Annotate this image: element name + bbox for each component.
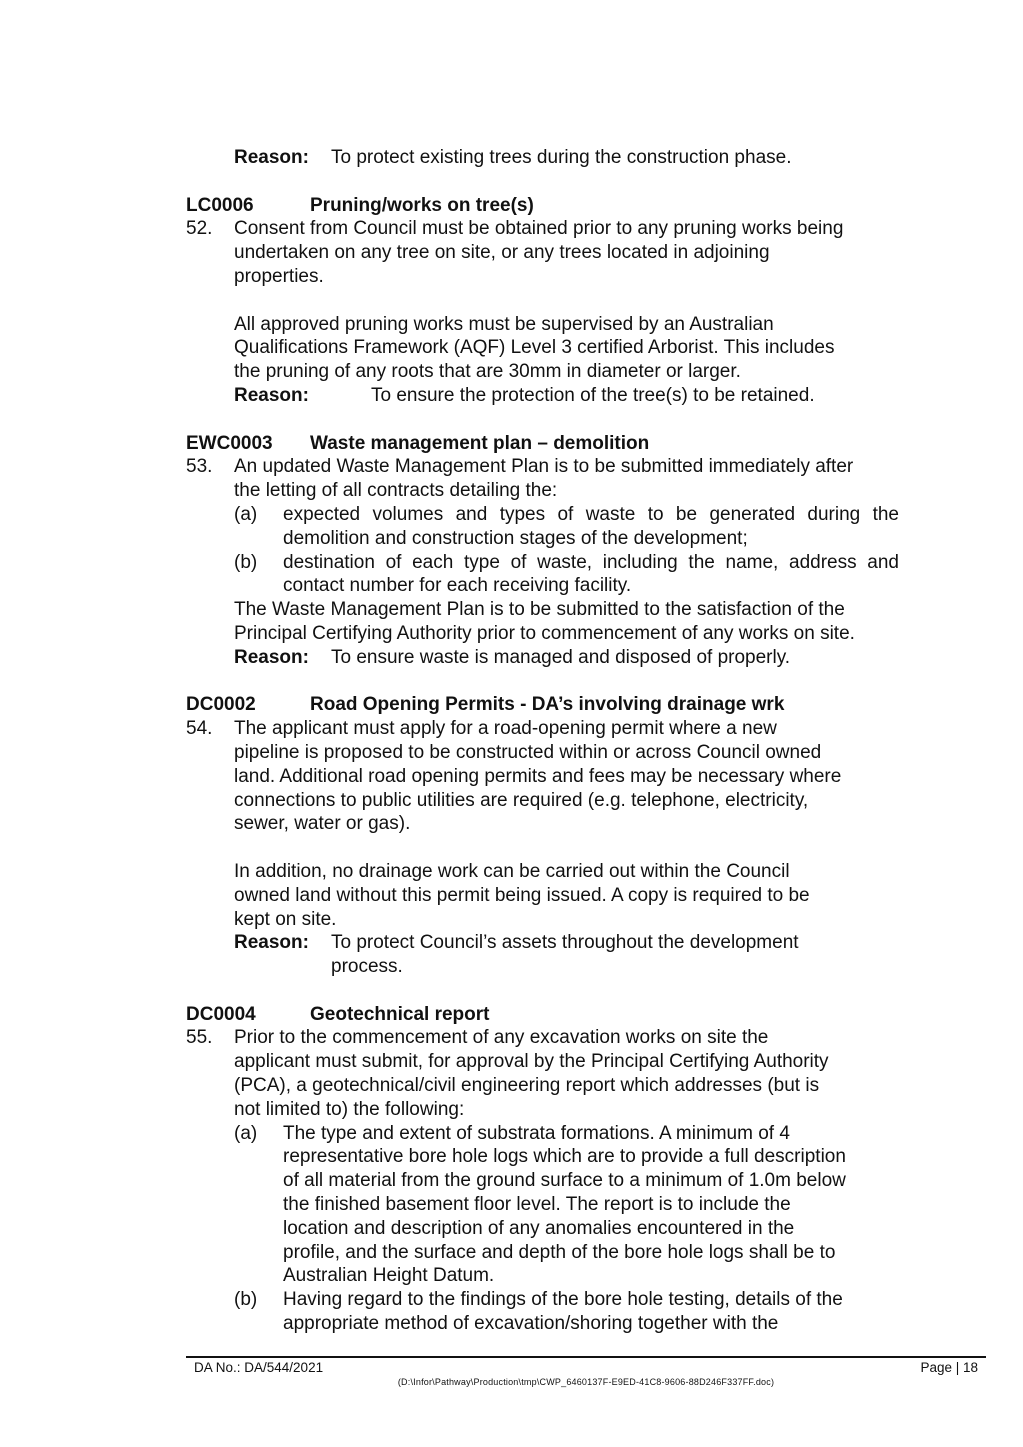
list-item-line: the finished basement floor level. The report is to include the: [283, 1194, 791, 1216]
list-item: [186, 1122, 906, 1146]
condition-line: [186, 1026, 906, 1050]
list-item-label: (a): [234, 503, 258, 525]
condition-number: 52.: [186, 218, 213, 240]
condition-text: Prior to the commencement of any excavation works on site the: [234, 1027, 769, 1049]
condition-code: LC0006: [186, 194, 254, 216]
condition-number: 55.: [186, 1027, 213, 1049]
condition-code: EWC0003: [186, 432, 273, 454]
condition-text: Consent from Council must be obtained prior to any pruning works being: [234, 218, 844, 240]
condition-line: [186, 217, 906, 241]
reason-text: To protect existing trees during the construction phase.: [331, 147, 792, 168]
condition-line: Qualifications Framework (AQF) Level 3 certified Arborist. This includes: [234, 337, 835, 359]
file-path: (D:\Infor\Pathway\Production\tmp\CWP_6460137F-E9ED-41C8-9606-88D246F337FF.doc): [397, 1377, 775, 1387]
condition-number: 53.: [186, 456, 213, 478]
list-item-line: appropriate method of excavation/shoring together with the: [283, 1313, 779, 1335]
reason-text: To ensure the protection of the tree(s) to be retained.: [371, 384, 815, 406]
reason-label: Reason:: [234, 646, 309, 668]
condition-heading-dc0004: [186, 1003, 906, 1027]
condition-line: All approved pruning works must be supervised by an Australian: [234, 313, 774, 335]
condition-line: (PCA), a geotechnical/civil engineering report which addresses (but is: [234, 1075, 820, 1097]
condition-line: applicant must submit, for approval by the Principal Certifying Authority: [234, 1051, 829, 1073]
condition-code: DC0002: [186, 694, 256, 716]
list-item-line: representative bore hole logs which are to provide a full description: [283, 1146, 846, 1168]
condition-line: The Waste Management Plan is to be submitted to the satisfaction of the: [234, 599, 845, 621]
condition-line: pipeline is proposed to be constructed within or across Council owned: [234, 741, 822, 763]
list-item-line: of all material from the ground surface to a minimum of 1.0m below: [283, 1170, 846, 1192]
reason-text: To protect Council’s assets throughout the development: [331, 932, 799, 954]
condition-title: Waste management plan – demolition: [310, 432, 650, 454]
list-item-label: (a): [234, 1122, 258, 1144]
list-item-text: destination of each type of waste, including the name, address and contact number for each receiving facility.: [283, 551, 899, 597]
list-item-label: (b): [234, 551, 258, 573]
condition-line: connections to public utilities are required (e.g. telephone, electricity,: [234, 789, 809, 811]
condition-title: Geotechnical report: [310, 1003, 490, 1025]
reason-label: Reason:: [234, 147, 309, 168]
list-item-line: profile, and the surface and depth of the bore hole logs shall be to: [283, 1241, 836, 1263]
document-body: [186, 146, 906, 1336]
reason-line: [186, 931, 906, 955]
page-footer: [186, 1356, 986, 1387]
reason-label: Reason:: [234, 932, 309, 954]
condition-line: land. Additional road opening permits and fees may be necessary where: [234, 765, 842, 787]
condition-heading-lc0006: [186, 194, 906, 218]
condition-line: undertaken on any tree on site, or any trees located in adjoining: [234, 242, 770, 264]
list-item-label: (b): [234, 1289, 258, 1311]
condition-line: the letting of all contracts detailing the:: [234, 480, 558, 502]
list-item-line: Australian Height Datum.: [283, 1265, 495, 1287]
condition-heading-ewc0003: [186, 432, 906, 456]
condition-text: An updated Waste Management Plan is to be submitted immediately after: [234, 456, 854, 478]
condition-heading-dc0002: [186, 693, 906, 717]
list-item-text: expected volumes and types of waste to be generated during the demolition and construction stages of the development;: [283, 503, 899, 549]
list-item-text: The type and extent of substrata formations. A minimum of 4: [283, 1122, 790, 1144]
da-number: DA No.: DA/544/2021: [194, 1360, 324, 1375]
list-item-text: Having regard to the findings of the bore hole testing, details of the: [283, 1289, 843, 1311]
condition-title: Road Opening Permits - DA’s involving drainage wrk: [310, 694, 785, 716]
condition-text: The applicant must apply for a road-opening permit where a new: [234, 718, 777, 740]
list-item: [186, 1288, 906, 1312]
list-item-line: location and description of any anomalies encountered in the: [283, 1217, 795, 1239]
list-item: [186, 551, 906, 599]
footer-divider: [186, 1356, 986, 1358]
condition-line: sewer, water or gas).: [234, 813, 411, 835]
reason-text: To ensure waste is managed and disposed of properly.: [331, 646, 791, 668]
condition-line: not limited to) the following:: [234, 1098, 465, 1120]
condition-title: Pruning/works on tree(s): [310, 194, 534, 216]
condition-line: [186, 717, 906, 741]
condition-line: owned land without this permit being issued. A copy is required to be: [234, 884, 810, 906]
reason-line: [186, 146, 906, 170]
reason-line: [186, 384, 906, 408]
page-number: Page | 18: [920, 1360, 978, 1375]
condition-number: 54.: [186, 718, 213, 740]
condition-line: kept on site.: [234, 908, 337, 930]
list-item: [186, 503, 906, 551]
condition-line: [186, 455, 906, 479]
condition-line: the pruning of any roots that are 30mm in diameter or larger.: [234, 361, 741, 383]
footer-row: [186, 1360, 986, 1375]
condition-code: DC0004: [186, 1003, 256, 1025]
reason-line: [186, 646, 906, 670]
condition-line: Principal Certifying Authority prior to commencement of any works on site.: [234, 622, 855, 644]
condition-line: In addition, no drainage work can be carried out within the Council: [234, 860, 790, 882]
reason-label: Reason:: [234, 384, 309, 406]
condition-line: properties.: [234, 265, 324, 287]
reason-line: process.: [331, 956, 403, 978]
